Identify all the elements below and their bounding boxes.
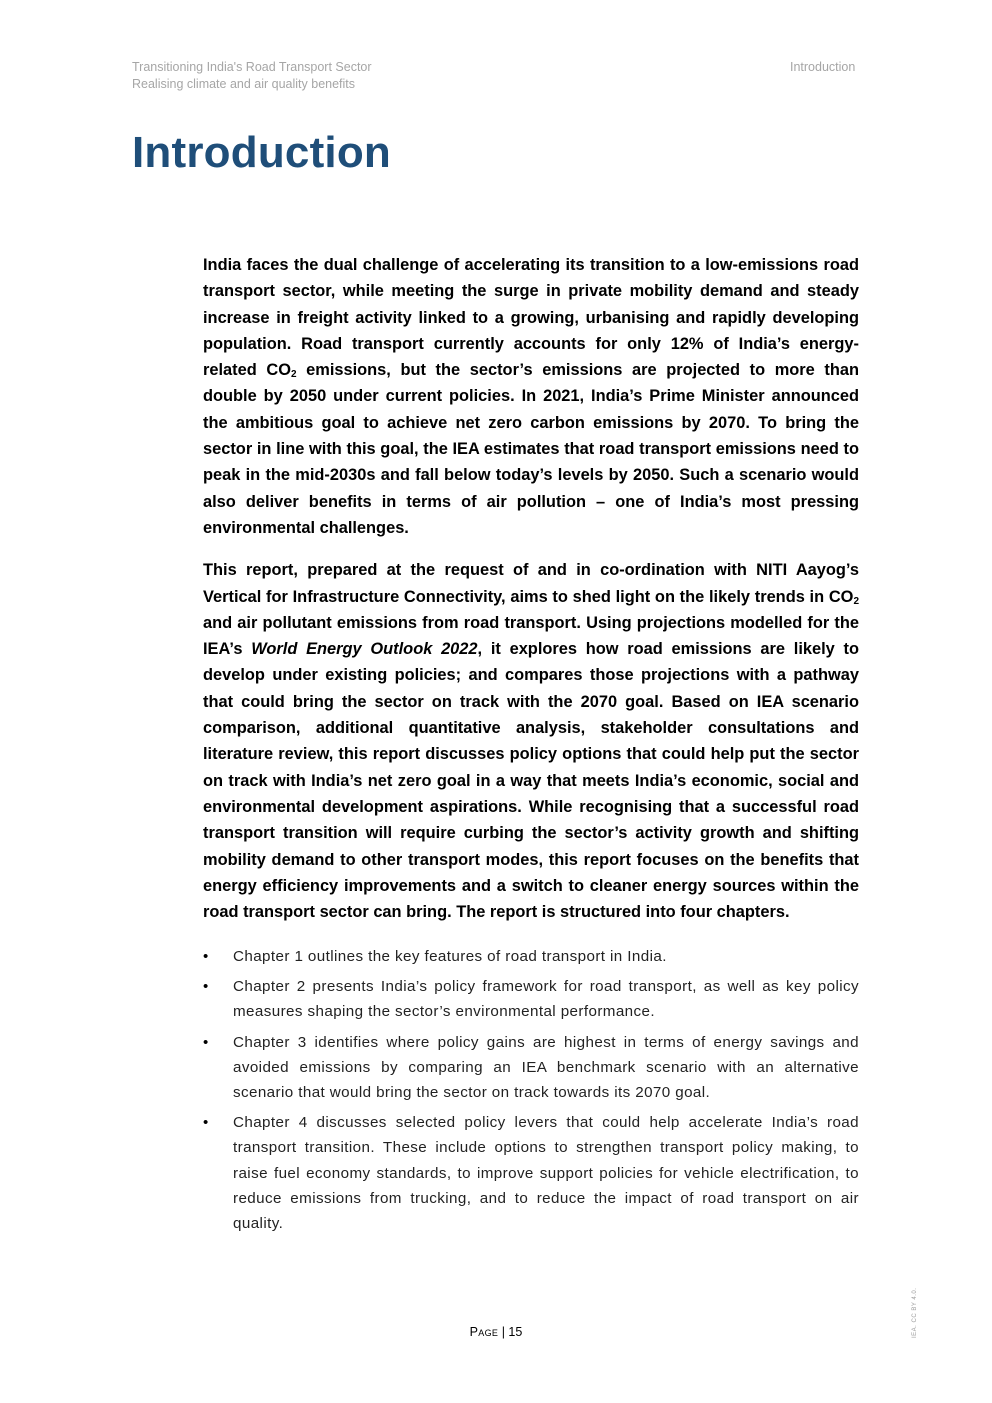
bullet-icon: •: [203, 1033, 209, 1051]
paragraph-2: [203, 557, 859, 925]
list-item-text: Chapter 1 outlines the key features of road transport in India.: [233, 948, 667, 965]
header-doc-title: Transitioning India's Road Transport Sector: [132, 60, 372, 74]
chapter-list: [203, 944, 859, 1241]
license-note: IEA. CC BY 4.0.: [912, 1287, 918, 1338]
page-number: 15: [508, 1325, 523, 1339]
page-separator: |: [501, 1325, 505, 1339]
paragraph-1-text-b: emissions, but the sector’s emissions are projected to more than double by 2050 under current policies. In 2021, India’s Prime Minister announced the ambitious goal to achieve net zero carbon emissions by 2070. To bring the sector in line with this goal, the IEA estimates that road transport emissions need to peak in the mid-2030s and fall below today’s levels by 2050. Such a scenario would also deliver benefits in terms of air pollution – one of India’s most pressing environmental challenges.: [203, 361, 859, 537]
paragraph-2-text-b: and air pollutant emissions from road transport. Using projections modelled for the IEA’s: [203, 613, 859, 659]
list-item-text: Chapter 2 presents India’s policy framework for road transport, as well as key policy measures shaping the sector’s environmental performance.: [233, 978, 859, 1021]
bullet-icon: •: [203, 1114, 209, 1132]
subscript-2: 2: [853, 595, 859, 607]
subscript-2: 2: [290, 369, 297, 381]
bullet-icon: •: [203, 948, 209, 965]
paragraph-2-text-a: This report, prepared at the request of and in co-ordination with NITI Aayog’s Vertical for Infrastructure Connectivity, aims to shed light on the likely trends in CO: [203, 561, 859, 606]
bullet-icon: •: [203, 978, 209, 996]
paragraph-2-text-c: , it explores how road emissions are likely to develop under existing policies; and compares those projections with a pathway that could bring the sector on track with the 2070 goal. Based on IEA scenario comparison, additional quantitative analysis, stakeholder consultations and literature review, this report discusses policy options that could help put the sector on track with India’s net zero goal in a way that meets India’s economic, social and environmental development aspirations. While recognising that a successful road transport transition will require curbing the sector’s activity growth and shifting mobility demand to other transport modes, this report focuses on the benefits that energy efficiency improvements and a switch to cleaner energy sources within the road transport sector can bring. The report is structured into four chapters.: [203, 640, 859, 922]
paragraph-1-text-a: India faces the dual challenge of accelerating its transition to a low-emissions road transport sector, while meeting the surge in private mobility demand and steady increase in freight activity linked to a growing, urbanising and rapidly developing population. Road transport currently accounts for only 12% of India’s energy-related CO: [203, 256, 859, 380]
header-doc-subtitle: Realising climate and air quality benefits: [132, 77, 356, 91]
paragraph-1: [203, 252, 859, 541]
page-title: Introduction: [132, 128, 392, 177]
running-header: [132, 59, 372, 93]
publication-title: World Energy Outlook 2022: [251, 640, 478, 659]
list-item: [203, 1030, 859, 1106]
list-item: [203, 974, 859, 1024]
list-item-text: Chapter 3 identifies where policy gains are highest in terms of energy savings and avoided emissions by comparing an IEA benchmark scenario with an alternative scenario that would bring the sector on track towards its 2070 goal.: [233, 1033, 859, 1102]
header-section-name: Introduction: [790, 60, 856, 74]
list-item: [203, 1110, 859, 1236]
list-item-text: Chapter 4 discusses selected policy levers that could help accelerate India’s road transport transition. These include options to strengthen transport policy making, to raise fuel economy standards, to improve support policies for vehicle electrification, to reduce emissions from trucking, and to reduce the impact of road transport on air quality.: [233, 1114, 859, 1233]
list-item: [203, 944, 859, 969]
page-label: Page: [469, 1325, 499, 1339]
body-text: [203, 252, 859, 941]
page-footer: [0, 1325, 992, 1339]
